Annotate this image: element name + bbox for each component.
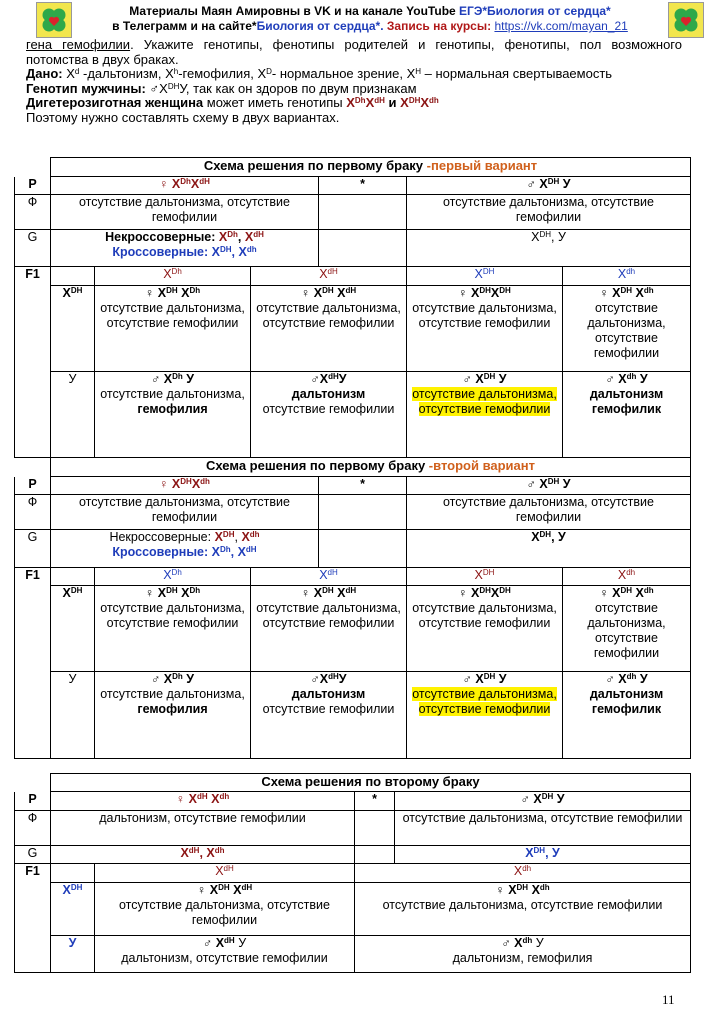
clover-heart-icon <box>669 3 703 37</box>
offspring-phenotype: отсутствие дальтонизма, <box>100 687 245 702</box>
allele-sup: dH <box>327 267 338 277</box>
offspring-phenotype: отсутствие дальтонизма, отсутствие гемофилии <box>256 601 401 631</box>
underlined-text: гена гемофилии <box>26 37 131 52</box>
given-line <box>26 67 682 82</box>
offspring-phenotype: отсутствие дальтонизма, отсутствие гемофилии <box>100 300 245 330</box>
empty-cell <box>319 495 407 530</box>
offspring-phenotype: гемофилик <box>591 702 662 717</box>
f1-row-gamete: $X^{DH}$ <box>51 882 95 935</box>
allele-sup: D <box>266 67 272 77</box>
gamete: X <box>531 230 540 245</box>
highlighted-phenotype: отсутствие дальтонизма, отсутствие гемофилии <box>412 387 557 417</box>
phenotype-row <box>15 495 691 530</box>
female-gametes: Некроссоверные: $X^{DH}$, $X^{dh}$ Кроссоверные: $X^{Dh}$, $X^{dH}$ <box>51 530 319 567</box>
header-line-2 <box>78 19 662 34</box>
allele-sup: DH <box>539 230 552 240</box>
man-genotype-line <box>26 82 682 97</box>
gametes-row <box>15 530 691 567</box>
man-genotype-label: Генотип мужчины: <box>26 80 146 96</box>
phenotype-row <box>15 810 691 845</box>
gametes-label: G <box>15 230 51 267</box>
offspring-cell: ♂ $X^{Dh}$ У отсутствие дальтонизма, гемофилия <box>95 672 251 759</box>
offspring-cell: ♀ $X^{DH}$ $X^{dh}$ отсутствие дальтонизма, отсутствие гемофилии <box>563 586 691 672</box>
clover-logo-right <box>668 2 704 38</box>
offspring-phenotype: отсутствие дальтонизма, отсутствие гемофилии <box>412 601 557 631</box>
f1-row-gamete: $X^{DH}$ <box>51 285 95 371</box>
genotype: X <box>400 95 409 111</box>
f1-row-gamete: У <box>51 372 95 458</box>
genotype: X <box>346 95 355 111</box>
vk-link[interactable]: https://vk.com/mayan_21 <box>494 19 628 33</box>
female-phenotype: отсутствие дальтонизма, отсутствие гемофилии <box>51 195 319 230</box>
f1-row-gamete: $X^{DH}$ <box>51 586 95 672</box>
offspring-cell: ♀ $X^{DH}$ $X^{dh}$ отсутствие дальтонизма, отсутствие гемофилии <box>563 285 691 371</box>
f1-col-gamete: $X^{DH}$ <box>407 567 563 586</box>
cross-symbol: * <box>319 176 407 195</box>
title-variant-text: -второй вариант <box>428 458 535 474</box>
allele-sup: h <box>173 67 179 77</box>
offspring-cell: ♀ $X^{DH}$ $X^{Dh}$ отсутствие дальтонизма, отсутствие гемофилии <box>95 285 251 371</box>
allele-sup: d <box>74 67 80 77</box>
offspring-phenotype: отсутствие дальтонизма, отсутствие гемофилии <box>256 300 401 330</box>
male-phenotype: отсутствие дальтонизма, отсутствие гемофилии <box>395 810 691 845</box>
empty-cell <box>15 458 51 477</box>
header-text: Материалы Маян Амировны в VK и на канале YouTube <box>129 4 460 18</box>
cross-symbol: * <box>355 792 395 810</box>
parents-label: P <box>15 176 51 195</box>
gamete: X <box>244 230 254 245</box>
genotype: ♂ X <box>526 176 548 191</box>
gamete: X <box>211 245 220 260</box>
offspring-cell: ♀ $X^{DH}$ $X^{dH}$ отсутствие дальтонизма, отсутствие гемофилии <box>251 285 407 371</box>
f1-col-gamete: $X^{dh}$ <box>355 864 691 882</box>
male-gametes: $X^{DH}$, У <box>395 845 691 863</box>
phenotype-label: Ф <box>15 810 51 845</box>
offspring-cell: ♂ $X^{dh}$ У дальтонизм гемофилик <box>563 672 691 759</box>
f1-col-gamete: $X^{dH}$ <box>251 567 407 586</box>
allele-sup: DH <box>547 176 560 186</box>
f1-row-male-offspring <box>15 936 691 973</box>
offspring-phenotype: гемофилия <box>137 702 208 717</box>
empty-cell <box>51 267 95 286</box>
offspring-phenotype: отсутствие дальтонизма, отсутствие гемофилии <box>119 897 330 927</box>
allele-sup: DH <box>408 96 421 106</box>
empty-cell <box>15 158 51 177</box>
conclusion-text: Поэтому нужно составлять схему в двух вариантах. <box>26 109 340 125</box>
offspring-cell: ♀ $X^{DH}$ $X^{dH}$ отсутствие дальтонизма, отсутствие гемофилии <box>95 882 355 935</box>
parents-row <box>15 792 691 810</box>
parents-row <box>15 176 691 195</box>
offspring-phenotype: отсутствие дальтонизма, отсутствие гемофилии <box>587 601 666 661</box>
given-text: – нормальная свертываемость <box>421 66 613 82</box>
title-text: Схема решения по первому браку <box>203 158 427 173</box>
allele-sup: dh <box>429 96 439 106</box>
phenotype-row <box>15 195 691 230</box>
female-phenotype: дальтонизм, отсутствие гемофилии <box>51 810 355 845</box>
task-text-rest: . Укажите генотипы, фенотипы родителей и генотипы, фенотипы, пол возможного потомства в двух браках. <box>26 37 682 67</box>
offspring-phenotype: дальтонизм, отсутствие гемофилии <box>121 951 328 966</box>
noncrossover-label: Некроссоверные: <box>105 230 219 245</box>
header-text: в Телеграмм и на сайте* <box>112 19 257 33</box>
allele-sup: H <box>415 67 422 77</box>
offspring-phenotype: дальтонизм <box>291 687 366 702</box>
allele-sup: DH <box>70 285 83 295</box>
female-parent-genotype: ♀ $X^{dH}$ $X^{dh}$ <box>51 792 355 810</box>
allele-sup: dh <box>246 245 257 255</box>
female-phenotype: отсутствие дальтонизма, отсутствие гемофилии <box>51 495 319 530</box>
genotype: X <box>365 95 375 111</box>
parents-row <box>15 476 691 495</box>
f1-header-row <box>15 567 691 586</box>
conjunction: и <box>384 95 401 111</box>
allele-sup: Dh <box>354 96 366 106</box>
man-genotype-text: У, так как он здоров по двум признакам <box>179 80 417 96</box>
gametes-row <box>15 845 691 863</box>
female-gametes: Некроссоверные: $X^{Dh}$, $X^{dH}$ Кроссоверные: $X^{DH}$, $X^{dh}$ <box>51 230 319 267</box>
male-parent-genotype: ♂ $X^{DH}$ У <box>407 476 691 495</box>
offspring-cell: ♂ $X^{DH}$ У отсутствие дальтонизма, отсутствие гемофилии <box>407 672 563 759</box>
task-text <box>26 38 682 126</box>
f1-row-gamete: У <box>51 936 95 973</box>
allele-sup: dH <box>253 230 264 240</box>
offspring-phenotype: отсутствие гемофилии <box>262 402 395 417</box>
offspring-phenotype: отсутствие дальтонизма, отсутствие гемофилии <box>382 897 663 912</box>
allele-sup: Dh <box>171 267 182 277</box>
offspring-cell: ♀ $X^{DH}X^{DH}$ отсутствие дальтонизма, отсутствие гемофилии <box>407 285 563 371</box>
gametes-label: G <box>15 845 51 863</box>
genotype: ♀ X <box>159 176 181 191</box>
page-number: 11 <box>662 992 675 1007</box>
offspring-phenotype: гемофилия <box>137 402 208 417</box>
f1-row-female-offspring <box>15 586 691 672</box>
woman-genotype-line <box>26 96 682 111</box>
clover-heart-icon <box>37 3 71 37</box>
empty-cell <box>319 530 407 567</box>
offspring-phenotype: отсутствие дальтонизма, отсутствие гемофилии <box>412 300 557 330</box>
scheme-table-first-marriage <box>14 157 691 759</box>
gamete: X <box>218 230 228 245</box>
offspring-cell: ♂ $X^{dh}$ У дальтонизм гемофилик <box>563 372 691 458</box>
male-gametes: $X^{DH}$, У <box>407 530 691 567</box>
gametes-label: G <box>15 530 51 567</box>
offspring-cell: ♂ $X^{dH}$ У дальтонизм, отсутствие гемофилии <box>95 936 355 973</box>
given-text: -гемофилия, X <box>178 66 267 82</box>
conclusion-line <box>26 111 682 126</box>
offspring-phenotype: дальтонизм, гемофилия <box>452 951 593 966</box>
woman-genotype-label: Дигетерозиготная женщина <box>26 95 204 111</box>
variant-1-title <box>51 158 691 177</box>
header-channel-name: ЕГЭ*Биология от сердца* <box>459 4 611 18</box>
empty-cell <box>319 230 407 267</box>
empty-cell <box>51 864 95 882</box>
noncrossover-label: Некроссоверные: <box>109 530 215 545</box>
cross-symbol: * <box>319 476 407 495</box>
title-variant-text: -первый вариант <box>426 158 538 173</box>
f1-row-female-offspring <box>15 882 691 935</box>
f1-col-gamete: $X^{DH}$ <box>407 267 563 286</box>
gamete: X <box>238 245 247 260</box>
crossover-label: Кроссоверные: <box>112 245 212 260</box>
f1-col-gamete: $X^{dH}$ <box>95 864 355 882</box>
f1-row-male-offspring <box>15 372 691 458</box>
title-text: Схема решения по первому браку <box>206 458 429 474</box>
task-line <box>26 38 682 67</box>
scheme-title-row <box>15 774 691 792</box>
f1-row-male-offspring <box>15 672 691 759</box>
offspring-cell: ♀ $X^{DH}$ $X^{dH}$ отсутствие дальтонизма, отсутствие гемофилии <box>251 586 407 672</box>
clover-logo-left <box>36 2 72 38</box>
genotype: X <box>420 95 430 111</box>
header-site-name: Биология от сердца*. <box>256 19 387 33</box>
phenotype-label: Ф <box>15 495 51 530</box>
empty-cell <box>355 845 395 863</box>
scheme-title-row <box>15 458 691 477</box>
f1-col-gamete: $X^{Dh}$ <box>95 267 251 286</box>
offspring-cell: ♀ $X^{DH}$ $X^{dh}$ отсутствие дальтонизма, отсутствие гемофилии <box>355 882 691 935</box>
genotype: X <box>190 176 200 191</box>
offspring-cell: ♀ $X^{DH}$ $X^{Dh}$ отсутствие дальтонизма, отсутствие гемофилии <box>95 586 251 672</box>
empty-cell <box>51 567 95 586</box>
allele-sup: dH <box>199 176 210 186</box>
given-text: X <box>62 66 75 82</box>
offspring-cell: ♂ $X^{Dh}$ У отсутствие дальтонизма, гемофилия <box>95 372 251 458</box>
offspring-phenotype: отсутствие гемофилии <box>262 702 395 717</box>
gamete: , У <box>551 230 566 245</box>
offspring-phenotype: отсутствие дальтонизма, отсутствие гемофилии <box>100 601 245 631</box>
given-label: Дано: <box>26 66 63 82</box>
allele-sup: dH <box>374 96 385 106</box>
f1-label: F1 <box>15 267 51 458</box>
f1-label: F1 <box>15 864 51 973</box>
variant-2-title <box>51 458 691 477</box>
female-parent-genotype <box>51 176 319 195</box>
parents-label: P <box>15 476 51 495</box>
offspring-phenotype: дальтонизм <box>589 387 664 402</box>
offspring-cell: ♂ $X^{dh}$ У дальтонизм, гемофилия <box>355 936 691 973</box>
crossover-label: Кроссоверные: <box>112 545 212 560</box>
offspring-cell: ♀ $X^{DH}X^{DH}$ отсутствие дальтонизма, отсутствие гемофилии <box>407 586 563 672</box>
header-signup-label: Запись на курсы: <box>386 19 495 33</box>
male-gametes <box>407 230 691 267</box>
offspring-cell: $♂X^{dH}У$ дальтонизм отсутствие гемофилии <box>251 372 407 458</box>
scheme-title-row <box>15 158 691 177</box>
allele-sup: Dh <box>227 230 238 240</box>
allele-sup: DH <box>219 245 232 255</box>
male-phenotype: отсутствие дальтонизма, отсутствие гемофилии <box>407 495 691 530</box>
empty-cell <box>15 774 51 792</box>
second-marriage-title: Схема решения по второму браку <box>51 774 691 792</box>
given-text: -дальтонизм, X <box>79 66 174 82</box>
female-parent-genotype: ♀ $X^{DH}X^{dh}$ <box>51 476 319 495</box>
offspring-phenotype: дальтонизм <box>291 387 366 402</box>
male-parent-genotype <box>407 176 691 195</box>
genotype: У <box>559 176 571 191</box>
phenotype-label: Ф <box>15 195 51 230</box>
page-header <box>78 4 662 34</box>
male-phenotype: отсутствие дальтонизма, отсутствие гемофилии <box>407 195 691 230</box>
f1-row-gamete: У <box>51 672 95 759</box>
allele-sup: dh <box>626 267 636 277</box>
woman-genotype-text: может иметь генотипы <box>203 95 347 111</box>
female-gametes: $X^{dH}$, $X^{dh}$ <box>51 845 355 863</box>
f1-header-row <box>15 267 691 286</box>
empty-cell <box>319 195 407 230</box>
gametes-row <box>15 230 691 267</box>
offspring-phenotype: отсутствие дальтонизма, отсутствие гемофилии <box>587 300 666 360</box>
genotype: ♂X <box>145 80 168 96</box>
given-text: - нормальное зрение, X <box>271 66 416 82</box>
allele-sup: DH <box>167 81 180 91</box>
header-line-1 <box>78 4 662 19</box>
highlighted-phenotype: отсутствие дальтонизма, отсутствие гемофилии <box>412 687 557 717</box>
f1-row-female-offspring <box>15 285 691 371</box>
offspring-phenotype: отсутствие дальтонизма, <box>100 387 245 402</box>
allele-sup: DH <box>482 267 495 277</box>
offspring-phenotype: гемофилик <box>591 402 662 417</box>
f1-col-gamete: $X^{Dh}$ <box>95 567 251 586</box>
f1-label: F1 <box>15 567 51 758</box>
male-parent-genotype: ♂ $X^{DH}$ У <box>395 792 691 810</box>
f1-col-gamete: $X^{dh}$ <box>563 567 691 586</box>
offspring-cell: ♂ $X^{DH}$ У отсутствие дальтонизма, отсутствие гемофилии <box>407 372 563 458</box>
allele-sup: Dh <box>180 176 191 186</box>
f1-header-row <box>15 864 691 882</box>
empty-cell <box>355 810 395 845</box>
offspring-cell: $♂X^{dH}У$ дальтонизм отсутствие гемофилии <box>251 672 407 759</box>
parents-label: P <box>15 792 51 810</box>
f1-col-gamete: $X^{dh}$ <box>563 267 691 286</box>
scheme-table-second-marriage <box>14 773 691 973</box>
f1-col-gamete: $X^{dH}$ <box>251 267 407 286</box>
offspring-phenotype: дальтонизм <box>589 687 664 702</box>
